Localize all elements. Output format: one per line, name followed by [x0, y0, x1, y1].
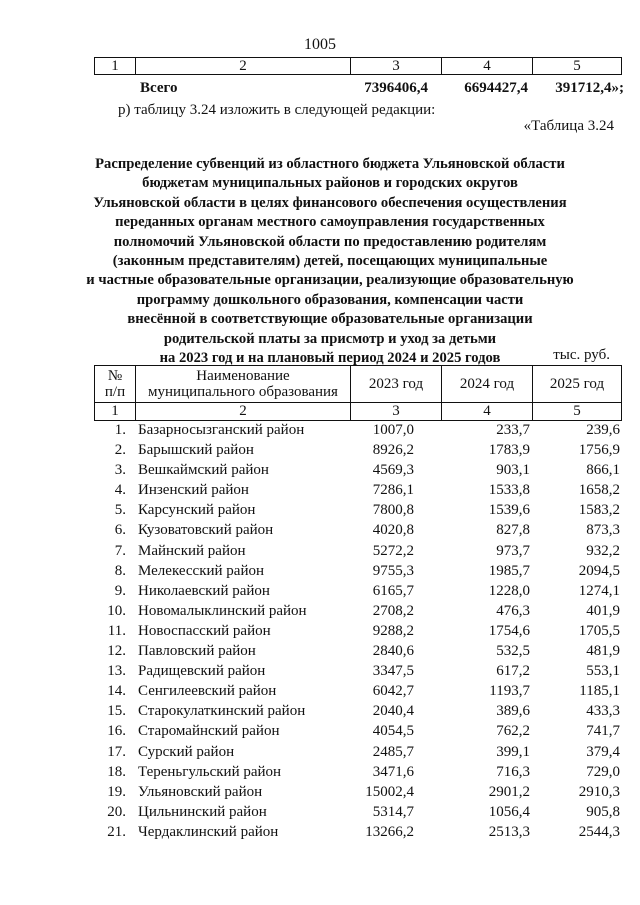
row-value-2024: 762,2	[496, 723, 530, 740]
table-row	[94, 662, 622, 682]
table-row	[94, 642, 622, 662]
title-line: Распределение субвенций из областного бюджета Ульяновской области	[95, 156, 565, 172]
row-index: 20.	[107, 803, 126, 820]
table-row	[94, 823, 622, 843]
table-title	[60, 155, 600, 368]
row-value-2024: 617,2	[496, 663, 530, 680]
row-value-2023: 5272,2	[372, 542, 414, 559]
header-2024: 2024 год	[441, 366, 532, 402]
header-2025: 2025 год	[532, 366, 621, 402]
row-value-2025: 932,2	[586, 542, 620, 559]
table-row	[94, 441, 622, 461]
row-index: 17.	[107, 743, 126, 760]
table-row	[94, 421, 622, 441]
row-value-2024: 1193,7	[489, 683, 530, 700]
row-value-2023: 2840,6	[372, 643, 414, 660]
continuation-table-header	[94, 57, 622, 75]
row-district-name: Ульяновский район	[138, 783, 263, 800]
column-numbers-row	[94, 403, 622, 421]
table-body	[94, 421, 622, 843]
row-value-2023: 6042,7	[372, 683, 414, 700]
top-col-1: 1	[111, 58, 119, 74]
row-district-name: Новоспасский район	[138, 622, 271, 639]
row-value-2025: 2910,3	[578, 783, 620, 800]
table-row	[94, 702, 622, 722]
row-value-2025: 1756,9	[578, 442, 620, 459]
row-value-2024: 2901,2	[488, 783, 530, 800]
table-row	[94, 682, 622, 702]
row-value-2023: 9288,2	[372, 622, 414, 639]
table-row	[94, 582, 622, 602]
col-number: 2	[135, 403, 350, 420]
total-label: Всего	[140, 80, 178, 96]
row-district-name: Карсунский район	[138, 502, 256, 519]
row-value-2025: 379,4	[586, 743, 620, 760]
row-value-2024: 532,5	[496, 643, 530, 660]
table-row	[94, 501, 622, 521]
row-value-2024: 1533,8	[488, 482, 530, 499]
title-line: и частные образовательные организации, реализующие образовательную	[86, 272, 574, 289]
row-value-2025: 1274,1	[578, 582, 620, 599]
row-value-2024: 1783,9	[488, 442, 530, 459]
row-value-2024: 233,7	[496, 422, 530, 438]
row-value-2025: 1583,2	[578, 502, 620, 519]
instruction-text: р) таблицу 3.24 изложить в следующей редакции:	[118, 102, 436, 118]
row-district-name: Майнский район	[138, 542, 246, 559]
top-col-3: 3	[350, 58, 441, 74]
row-index: 5.	[114, 502, 126, 519]
row-value-2025: 729,0	[586, 763, 620, 780]
row-value-2023: 4569,3	[372, 462, 414, 479]
row-district-name: Цильнинский район	[138, 803, 267, 820]
table-row	[94, 763, 622, 783]
header-name-line1: Наименование	[196, 368, 290, 384]
row-value-2024: 1056,4	[488, 803, 530, 820]
title-line: Ульяновской области в целях финансового обеспечения осуществления	[93, 194, 567, 211]
row-value-2023: 4054,5	[372, 723, 414, 740]
table-row	[94, 542, 622, 562]
row-value-2023: 13266,2	[365, 823, 414, 840]
row-value-2025: 239,6	[586, 422, 620, 438]
row-value-2023: 2708,2	[372, 602, 414, 619]
table-row	[94, 602, 622, 622]
row-value-2025: 873,3	[586, 522, 620, 539]
row-district-name: Базарносызганский район	[138, 422, 305, 438]
row-index: 21.	[107, 823, 126, 840]
title-line: родительской платы за присмотр и уход за детьми	[163, 330, 497, 347]
row-index: 8.	[114, 562, 126, 579]
row-district-name: Новомалыклинский район	[138, 602, 307, 619]
row-district-name: Чердаклинский район	[138, 823, 279, 840]
row-district-name: Сенгилеевский район	[138, 683, 277, 700]
row-district-name: Мелекесский район	[138, 562, 265, 579]
title-line: программу дошкольного образования, компенсации части	[136, 291, 524, 308]
table-row	[94, 783, 622, 803]
row-value-2025: 1185,1	[579, 683, 620, 700]
row-value-2024: 476,3	[496, 602, 530, 619]
header-2023: 2023 год	[350, 366, 441, 402]
row-value-2023: 7286,1	[372, 482, 414, 499]
row-district-name: Старомайнский район	[138, 723, 280, 740]
table-row	[94, 803, 622, 823]
row-value-2025: 433,3	[586, 703, 620, 720]
row-value-2025: 2544,3	[578, 823, 620, 840]
title-line: (законным представителям) детей, посещающих муниципальные	[112, 253, 548, 270]
row-value-2024: 716,3	[496, 763, 530, 780]
total-2023: 7396406,4	[364, 80, 428, 96]
title-line: внесённой в соответствующие образовательные организации	[127, 311, 533, 328]
row-value-2024: 1539,6	[488, 502, 530, 519]
row-district-name: Инзенский район	[138, 482, 249, 499]
table-row	[94, 622, 622, 642]
table-row	[94, 481, 622, 501]
row-district-name: Тереньгульский район	[138, 763, 282, 780]
row-district-name: Кузоватовский район	[138, 522, 274, 539]
row-value-2023: 2485,7	[372, 743, 414, 760]
row-value-2025: 401,9	[586, 602, 620, 619]
row-district-name: Сурский район	[138, 743, 235, 760]
row-index: 4.	[114, 482, 126, 499]
subsidy-table	[94, 365, 622, 843]
row-value-2025: 2094,5	[578, 562, 620, 579]
row-index: 3.	[114, 462, 126, 479]
row-value-2023: 3347,5	[372, 663, 414, 680]
row-index: 16.	[107, 723, 126, 740]
header-name	[135, 366, 350, 402]
table-row	[94, 461, 622, 481]
row-value-2023: 7800,8	[372, 502, 414, 519]
row-index: 2.	[114, 442, 126, 459]
row-value-2025: 905,8	[586, 803, 620, 820]
row-value-2023: 5314,7	[372, 803, 414, 820]
row-value-2023: 4020,8	[372, 522, 414, 539]
page-number: 1005	[304, 36, 336, 53]
top-col-5: 5	[532, 58, 621, 74]
row-value-2025: 741,7	[586, 723, 620, 740]
header-number	[95, 366, 135, 402]
row-index: 14.	[107, 683, 126, 700]
row-index: 10.	[107, 602, 126, 619]
total-2024: 6694427,4	[464, 80, 528, 96]
row-value-2025: 1705,5	[578, 622, 620, 639]
row-value-2023: 2040,4	[372, 703, 414, 720]
row-value-2025: 866,1	[586, 462, 620, 479]
header-number-line2: п/п	[104, 384, 126, 400]
row-value-2025: 1658,2	[578, 482, 620, 499]
row-index: 7.	[114, 542, 126, 559]
row-value-2024: 1754,6	[488, 622, 530, 639]
row-index: 18.	[107, 763, 126, 780]
top-col-2: 2	[135, 58, 350, 74]
row-index: 9.	[114, 582, 126, 599]
row-district-name: Николаевский район	[138, 582, 270, 599]
row-district-name: Радищевский район	[138, 663, 266, 680]
row-value-2023: 9755,3	[372, 562, 414, 579]
col-number: 1	[111, 403, 119, 419]
row-value-2023: 6165,7	[372, 582, 414, 599]
row-index: 12.	[107, 643, 126, 660]
row-district-name: Барышский район	[138, 442, 254, 459]
col-number: 4	[441, 403, 532, 420]
row-value-2024: 2513,3	[488, 823, 530, 840]
row-value-2023: 3471,6	[372, 763, 414, 780]
row-index: 6.	[114, 522, 126, 539]
table-header	[94, 365, 622, 403]
row-index: 11.	[107, 622, 126, 639]
col-number: 5	[532, 403, 621, 420]
row-value-2023: 15002,4	[365, 783, 414, 800]
row-index: 1.	[114, 422, 126, 438]
header-number-line1: №	[107, 368, 123, 384]
table-row	[94, 722, 622, 742]
row-index: 19.	[107, 783, 126, 800]
title-line: на 2023 год и на плановый период 2024 и 2025 годов	[159, 350, 501, 367]
header-name-line2: муниципального образования	[148, 384, 338, 400]
row-index: 13.	[107, 663, 126, 680]
table-row	[94, 521, 622, 541]
row-value-2023: 8926,2	[372, 442, 414, 459]
row-value-2024: 1985,7	[488, 562, 530, 579]
row-value-2025: 553,1	[586, 663, 620, 680]
row-value-2024: 827,8	[496, 522, 530, 539]
unit-label: тыс. руб.	[553, 347, 610, 363]
row-district-name: Старокулаткинский район	[138, 703, 306, 720]
title-line: бюджетам муниципальных районов и городских округов	[142, 175, 518, 192]
total-2025: 391712,4»;	[555, 80, 624, 96]
row-index: 15.	[107, 703, 126, 720]
top-col-4: 4	[441, 58, 532, 74]
row-district-name: Вешкаймский район	[138, 462, 269, 479]
row-value-2024: 903,1	[496, 462, 530, 479]
row-value-2025: 481,9	[586, 643, 620, 660]
row-value-2024: 973,7	[496, 542, 530, 559]
table-row	[94, 743, 622, 763]
row-value-2024: 1228,0	[488, 582, 530, 599]
title-line: полномочий Ульяновской области по предоставлению родителям	[113, 233, 547, 250]
col-number: 3	[350, 403, 441, 420]
table-row	[94, 562, 622, 582]
row-value-2024: 399,1	[496, 743, 530, 760]
row-value-2024: 389,6	[496, 703, 530, 720]
row-district-name: Павловский район	[138, 643, 256, 660]
row-value-2023: 1007,0	[372, 422, 414, 438]
table-reference: «Таблица 3.24	[523, 118, 614, 134]
title-line: переданных органам местного самоуправления государственных	[115, 214, 545, 231]
